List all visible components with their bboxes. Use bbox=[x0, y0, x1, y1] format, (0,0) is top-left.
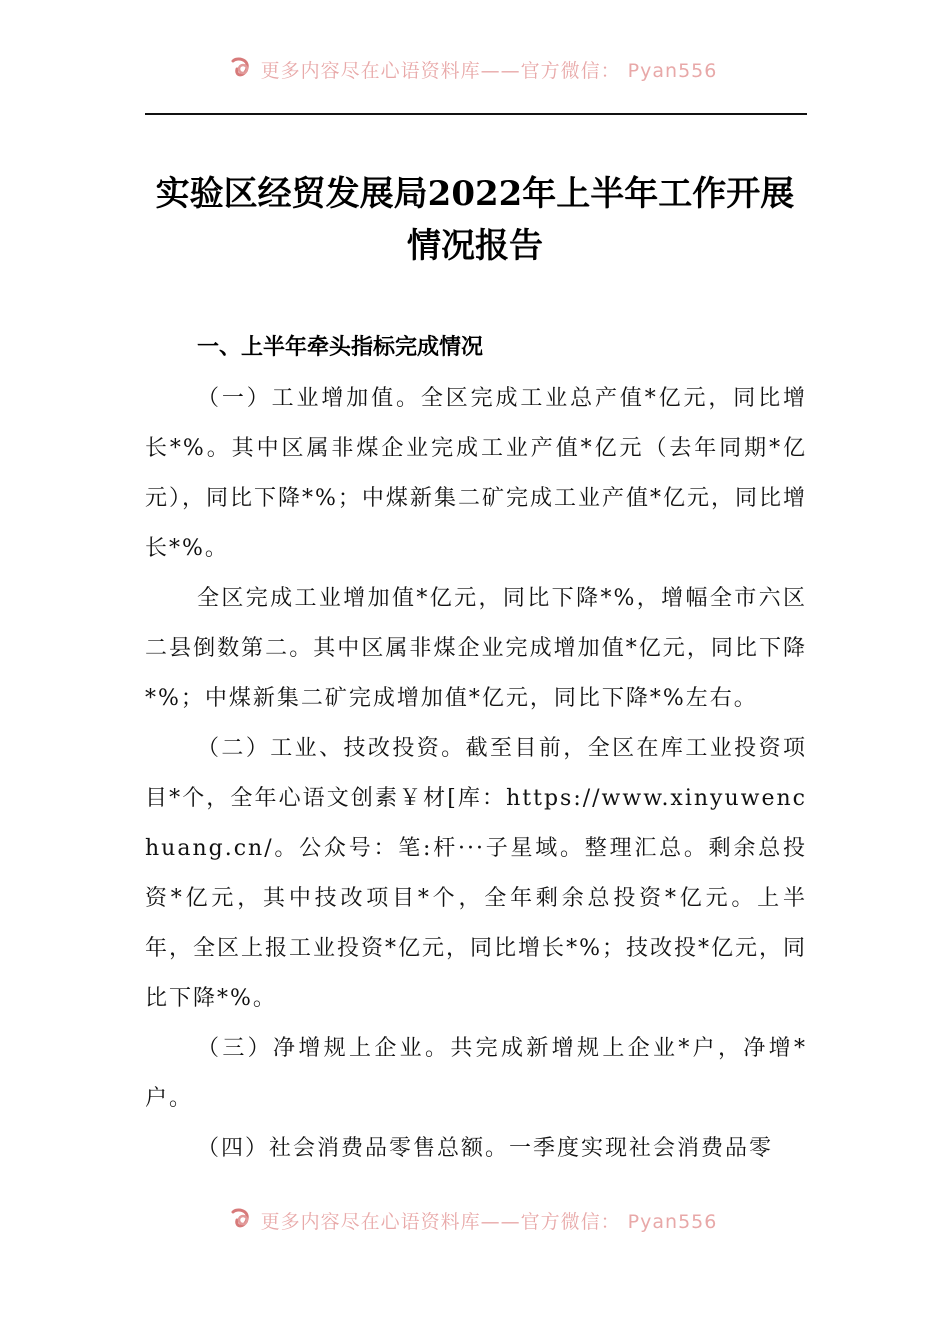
watermark-logo-icon bbox=[227, 55, 255, 83]
watermark-top bbox=[0, 52, 950, 86]
document-title bbox=[130, 168, 820, 272]
watermark-bottom bbox=[0, 1203, 950, 1237]
title-line-2: 情况报告 bbox=[407, 226, 543, 266]
watermark-text: 更多内容尽在心语资料库——官方微信： Pyan556 bbox=[260, 59, 718, 82]
paragraph-new-enterprises: （三）净增规上企业。共完成新增规上企业*户，净增*户。 bbox=[145, 1036, 807, 1111]
paragraph-industrial-value: （一）工业增加值。全区完成工业总产值*亿元，同比增长*%。其中区属非煤企业完成工业产值*亿元（去年同期*亿元），同比下降*%；中煤新集二矿完成工业产值*亿元，同比增长*%。 bbox=[145, 386, 807, 561]
title-line-1: 实验区经贸发展局2022年上半年工作开展 bbox=[155, 174, 795, 214]
document-body bbox=[145, 374, 807, 1174]
paragraph-industrial-investment: （二）工业、技改投资。截至目前，全区在库工业投资项目*个，全年心语文创素￥材[库：https://www.xinyuwenchuang.cn/。公众号：笔:杆···子星域。整理汇总。剩余总投资*亿元，其中技改项目*个，全年剩余总投资*亿元。上半年，全区上报工业投资*亿元，同比增长*%；技改投*亿元，同比下降*%。 bbox=[145, 736, 807, 1011]
paragraph-industrial-added-value: 全区完成工业增加值*亿元，同比下降*%，增幅全市六区二县倒数第二。其中区属非煤企业完成增加值*亿元，同比下降*%；中煤新集二矿完成增加值*亿元，同比下降*%左右。 bbox=[145, 586, 807, 711]
header-divider bbox=[145, 113, 807, 115]
section-heading: 一、上半年牵头指标完成情况 bbox=[197, 335, 484, 360]
watermark-text: 更多内容尽在心语资料库——官方微信： Pyan556 bbox=[260, 1210, 718, 1233]
watermark-logo-icon bbox=[227, 1206, 255, 1234]
paragraph-retail-sales: （四）社会消费品零售总额。一季度实现社会消费品零 bbox=[197, 1136, 774, 1161]
